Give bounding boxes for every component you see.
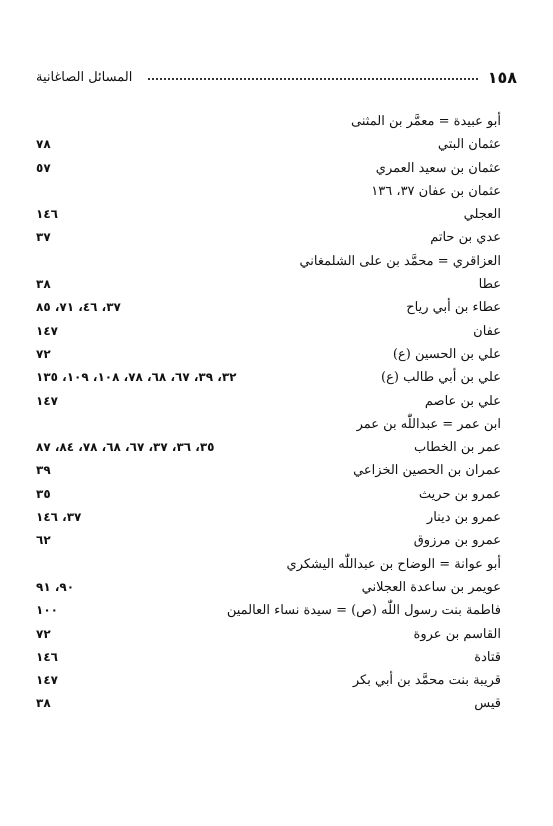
entry-pages: ٣٧ [36,230,51,245]
index-entry [36,250,501,273]
index-list [36,110,501,716]
entry-name: عثمان بن سعيد العمري [375,160,501,176]
entry-pages: ١٤٧ [36,673,58,688]
entry-name: علي بن أبي طالب (ع) [381,370,501,386]
entry-name: القاسم بن عروة [413,626,501,642]
entry-pages: ١٤٧ [36,393,58,408]
index-entry [36,436,501,459]
entry-name: عويمر بن ساعدة العجلاني [361,579,501,595]
entry-name: عدي بن حاتم [430,230,501,246]
entry-name: أبو عوانة = الوضاح بن عبداللّٰه اليشكري [286,556,501,572]
index-entry [36,483,501,506]
entry-pages: ٣٢، ٣٩، ٦٧، ٦٨، ٧٨، ١٠٨، ١٠٩، ١٣٥ [36,370,237,385]
entry-name: عمران بن الحصين الخزاعي [353,463,501,479]
index-entry [36,203,501,226]
index-entry [36,296,501,319]
entry-pages: ١٤٦ [36,649,58,664]
index-entry [36,343,501,366]
entry-name: قيس [474,696,501,712]
index-entry [36,390,501,413]
entry-pages: ٣٨ [36,277,51,292]
entry-pages: ١٠٠ [36,603,58,618]
entry-pages: ٣٨ [36,696,51,711]
index-entry [36,669,501,692]
entry-name: أبو عبيدة = معمَّر بن المثنى [351,114,501,129]
entry-name: العجلي [463,207,501,223]
entry-pages: ٣٧، ١٤٦ [36,510,82,525]
entry-pages: ٣٥ [36,486,51,501]
index-entry [36,576,501,599]
entry-name: ابن عمر = عبداللّٰه بن عمر [356,416,501,432]
index-entry [36,320,501,343]
entry-name: عطاء بن أبي رياح [406,300,501,316]
entry-pages: ٦٢ [36,533,51,548]
index-entry [36,110,501,133]
entry-pages: ١٤٧ [36,323,58,338]
index-entry [36,599,501,622]
index-entry [36,646,501,669]
entry-name: عمرو بن حريث [418,486,501,502]
index-entry [36,226,501,249]
entry-name: عثمان البتي [437,137,501,153]
index-entry [36,506,501,529]
index-entry [36,553,501,576]
index-entry [36,366,501,389]
entry-name: عثمان بن عفان ٣٧، ١٣٦ [371,183,501,199]
entry-pages: ٣٩ [36,463,51,478]
index-entry [36,180,501,203]
index-entry [36,459,501,482]
entry-name: العزاقري = محمَّد بن على الشلمغاني [299,253,501,269]
entry-pages: ٧٨ [36,137,51,152]
entry-pages: ٣٧، ٤٦، ٧١، ٨٥ [36,300,121,315]
entry-name: عمرو بن مرزوق [413,533,501,549]
page-number: ١٥٨ [487,67,517,87]
entry-name: عفان [473,323,501,339]
entry-name: علي بن الحسين (ع) [392,346,501,362]
header-dot-leader [148,78,477,80]
page-header [36,66,517,88]
index-entry [36,157,501,180]
index-entry [36,133,501,156]
entry-name: قتادة [474,649,501,665]
index-entry [36,623,501,646]
entry-name: عطا [478,277,501,293]
index-entry [36,692,501,715]
entry-name: قريبة بنت محمَّد بن أبي بكر [352,673,501,689]
entry-pages: ٥٧ [36,160,51,175]
running-title: المسائل الصاغانية [36,69,133,85]
entry-name: علي بن عاصم [424,393,501,409]
entry-pages: ٣٥، ٣٦، ٣٧، ٦٧، ٦٨، ٧٨، ٨٤، ٨٧ [36,440,215,455]
entry-pages: ٩٠، ٩١ [36,579,75,594]
index-entry [36,273,501,296]
entry-pages: ٧٢ [36,346,51,361]
entry-name: عمر بن الخطاب [413,440,501,456]
entry-name: فاطمة بنت رسول اللّٰه (ص) = سيدة نساء العالمين [226,603,501,619]
entry-name: عمرو بن دينار [426,510,501,526]
index-entry [36,529,501,552]
index-entry [36,413,501,436]
entry-pages: ١٤٦ [36,207,58,222]
entry-pages: ٧٢ [36,626,51,641]
